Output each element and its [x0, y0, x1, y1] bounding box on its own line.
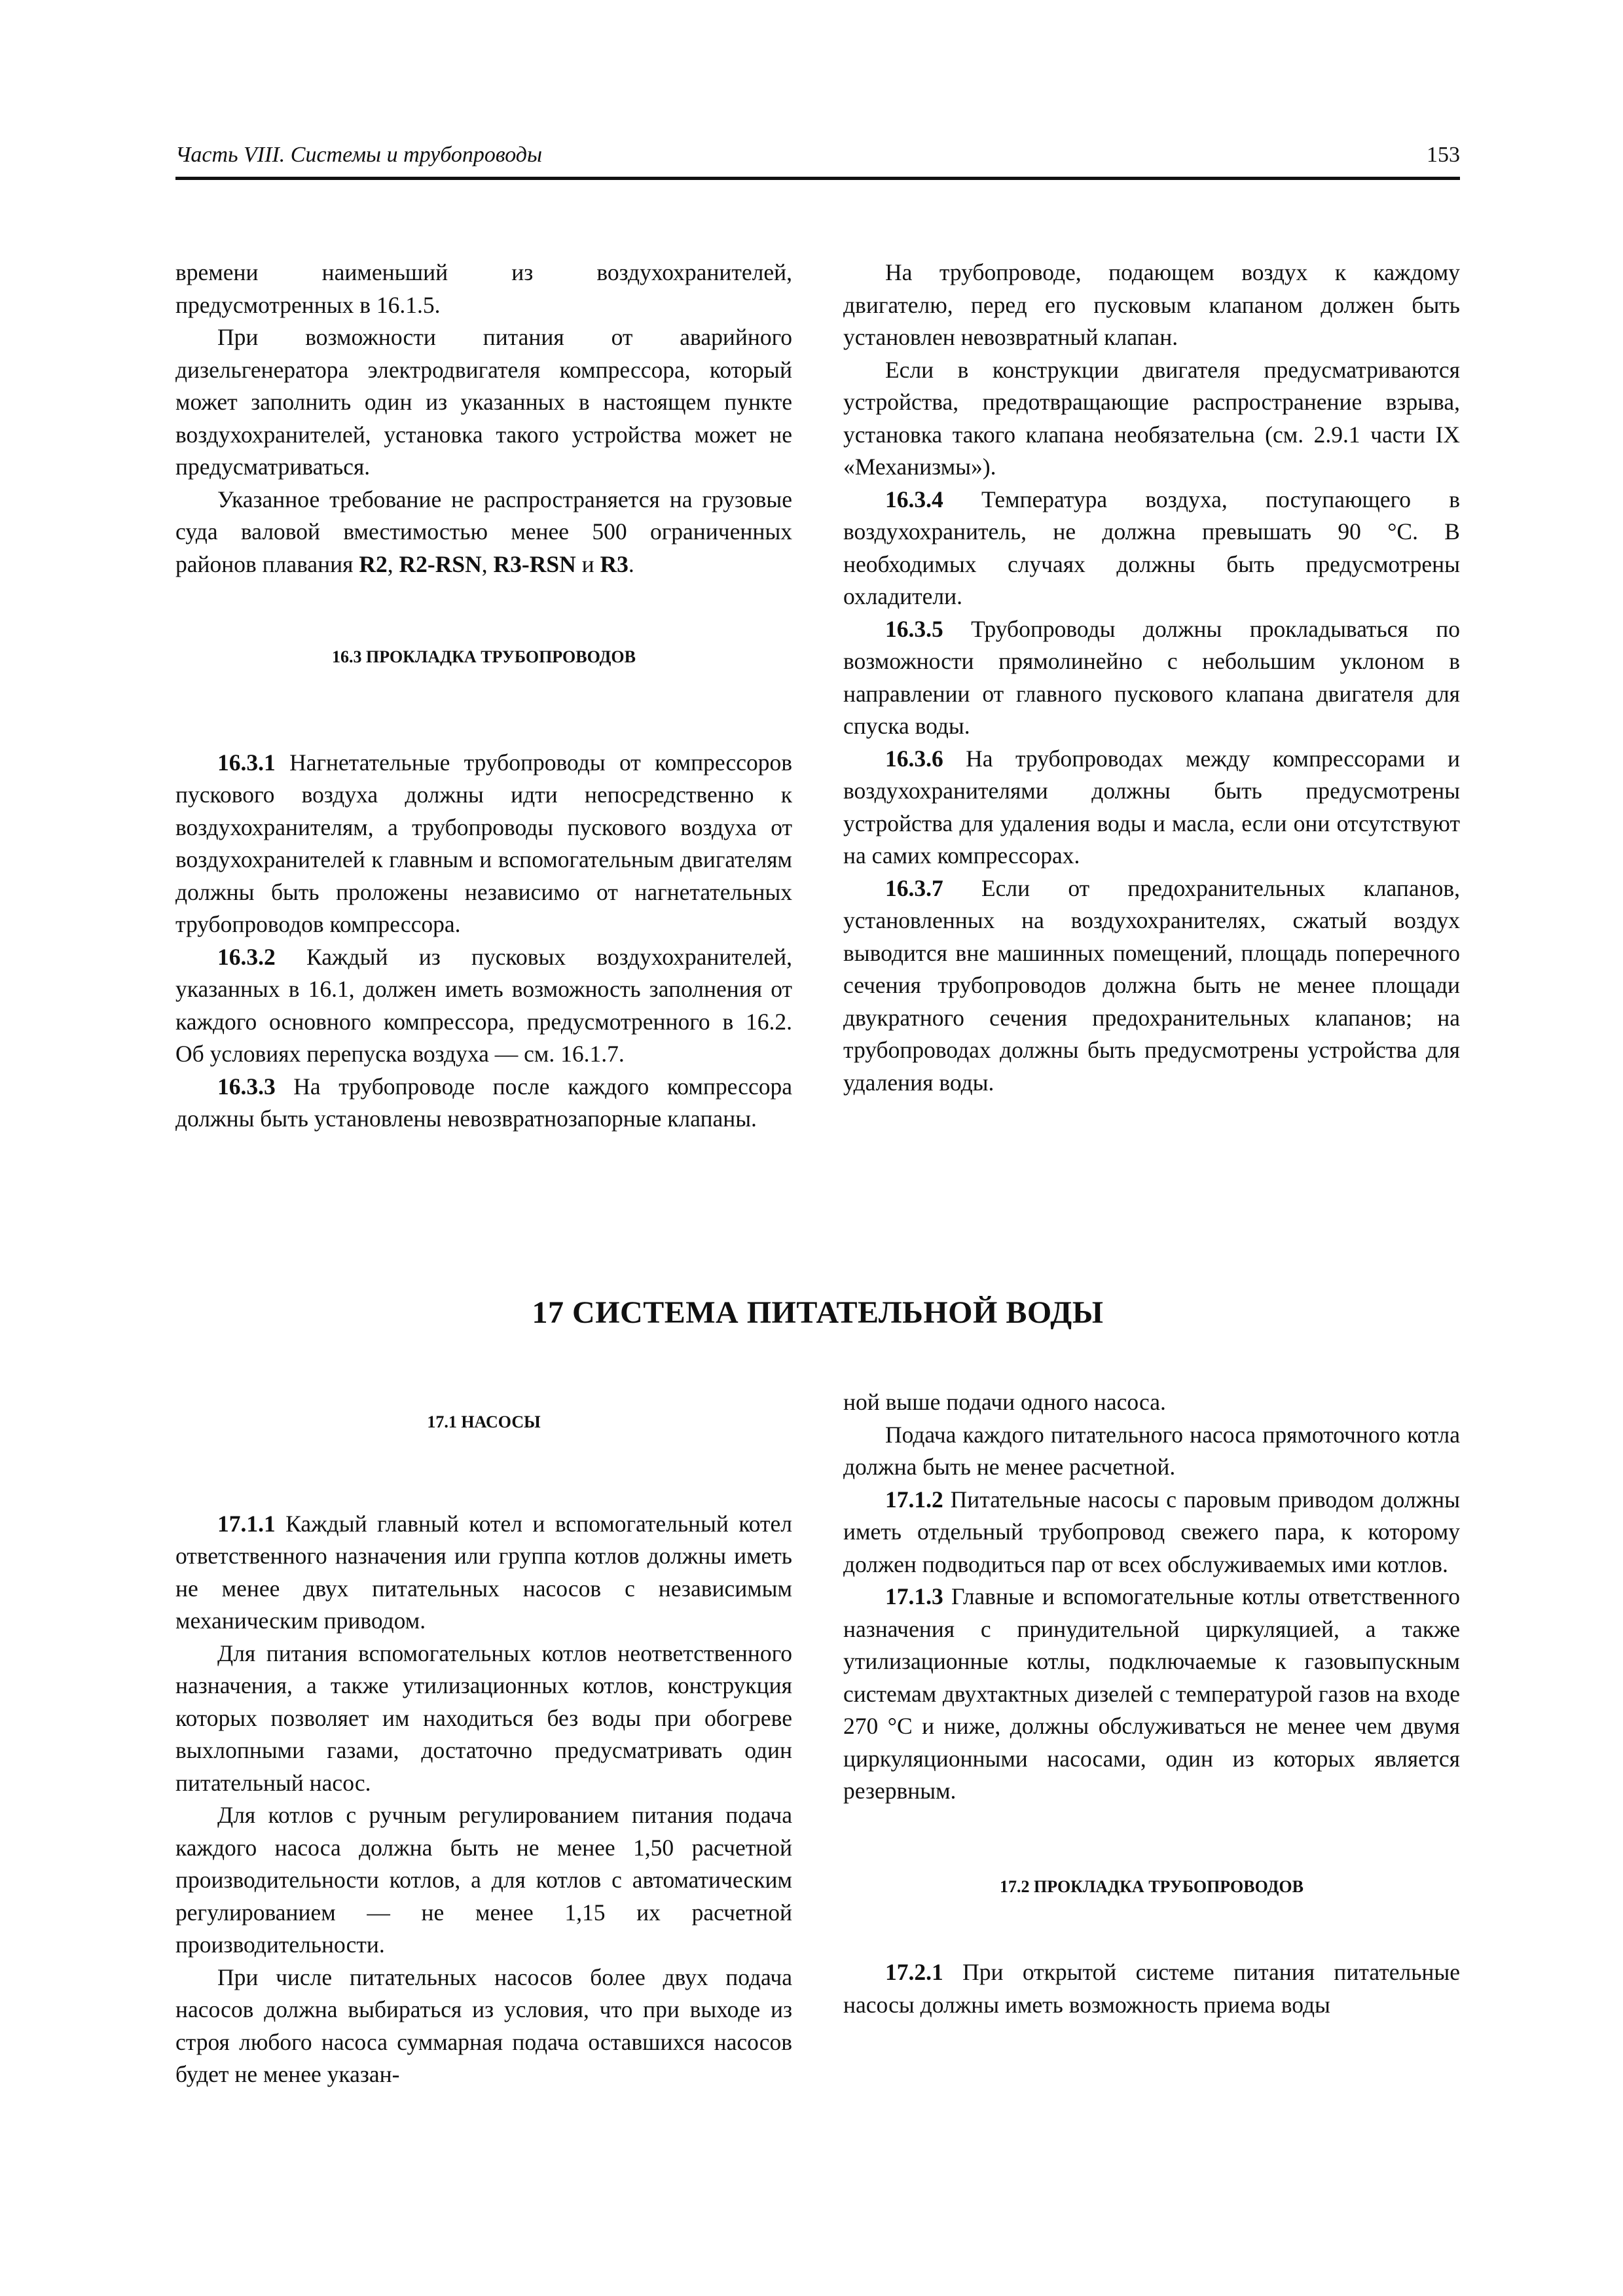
paragraph-16-3-4: 16.3.4 Температура воздуха, поступающего в воздухохранитель, не должна превышать 90 °С. В необходимых случаях должны быть предусмотрены охладители. — [843, 486, 1460, 609]
section-heading-17-2: 17.2 ПРОКЛАДКА ТРУБОПРОВОДОВ — [1000, 1876, 1304, 1896]
running-header — [175, 143, 1460, 178]
section-heading-17-1: 17.1 НАСОСЫ — [427, 1412, 541, 1431]
bottom-left-column — [175, 1406, 792, 2091]
paragraph-16-3-3: 16.3.3 На трубопроводе после каждого компрессора должны быть установлены невозвратнозапорные клапаны. — [175, 1073, 792, 1132]
paragraph: ной выше подачи одного насоса. — [843, 1389, 1166, 1415]
paragraph: При числе питательных насосов более двух подача насосов должна выбираться из условия, что при выходе из строя любого насоса суммарная подача оставшихся насосов будет не менее указан- — [175, 1964, 792, 2087]
header-rule — [175, 177, 1460, 180]
paragraph: Подача каждого питательного насоса прямоточного котла должна быть не менее расчетной. — [843, 1421, 1460, 1480]
paragraph-17-1-3: 17.1.3 Главные и вспомогательные котлы ответственного назначения с принудительной циркуляцией, а также утилизационные котлы, подключаемые к газовыпускным системам двухтактных дизелей с температурой газов на входе 270 °С и ниже, должны обслуживаться не менее чем двумя циркуляционными насосами, один из которых является резервным. — [843, 1583, 1460, 1804]
paragraph-16-3-5: 16.3.5 Трубопроводы должны прокладываться по возможности прямолинейно с небольшим уклоном в направлении от главного пускового клапана двигателя для спуска воды. — [843, 615, 1460, 739]
page-number: 153 — [1427, 143, 1460, 167]
paragraph: При возможности питания от аварийного дизельгенератора электродвигателя компрессора, который может заполнить один из указанных в настоящем пункте воздухохранителей, установка такого устройства может не предусматриваться. — [175, 324, 792, 480]
paragraph: Для питания вспомогательных котлов неответственного назначения, а также утилизационных котлов, конструкция которых позволяет им находиться без воды при обогреве выхлопными газами, достаточно предусматривать один питательный насос. — [175, 1640, 792, 1796]
paragraph: На трубопроводе, подающем воздух к каждому двигателю, перед его пусковым клапаном должен быть установлен невозвратный клапан. — [843, 259, 1460, 350]
section-heading-16-3: 16.3 ПРОКЛАДКА ТРУБОПРОВОДОВ — [332, 647, 636, 666]
chapter-title: 17 СИСТЕМА ПИТАТЕЛЬНОЙ ВОДЫ — [532, 1295, 1104, 1330]
paragraph-17-2-1: 17.2.1 При открытой системе питания питательные насосы должны иметь возможность приема воды — [843, 1959, 1460, 2018]
paragraph-17-1-1: 17.1.1 Каждый главный котел и вспомогательный котел ответственного назначения или группа котлов должны иметь не менее двух питательных насосов с независимым механическим приводом. — [175, 1510, 792, 1634]
paragraph: Для котлов с ручным регулированием питания подача каждого насоса должна быть не менее 1,50 расчетной производительности котлов, а для котлов с автоматическим регулированием — не менее 1,15 их расчетной производительности. — [175, 1802, 792, 1958]
paragraph: Если в конструкции двигателя предусматриваются устройства, предотвращающие распространение взрыва, установка такого клапана необязательна (см. 2.9.1 части IX «Механизмы»). — [843, 356, 1460, 480]
paragraph: времени наименьший из воздухохранителей, предусмотренных в 16.1.5. — [175, 259, 792, 318]
paragraph-16-3-6: 16.3.6 На трубопроводах между компрессорами и воздухохранителями должны быть предусмотрены устройства для удаления воды и масла, если они отсутствуют на самих компрессорах. — [843, 745, 1460, 869]
top-left-column — [175, 257, 792, 1136]
paragraph-16-3-7: 16.3.7 Если от предохранительных клапанов, установленных на воздухохранителях, сжатый воздух выводится вне машинных помещений, площадь поперечного сечения трубопроводов должна быть не менее площади двукратного сечения предохранительных клапанов; на трубопроводах должны быть предусмотрены устройства для удаления воды. — [843, 874, 1460, 1096]
bottom-right-column — [843, 1386, 1460, 2021]
paragraph-16-3-1: 16.3.1 Нагнетательные трубопроводы от компрессоров пускового воздуха должны идти непосредственно к воздухохранителям, а трубопроводы пускового воздуха от воздухохранителей к главным и вспомогательным двигателям должны быть проложены независимо от нагнетательных трубопроводов компрессора. — [175, 749, 792, 937]
top-right-column — [843, 257, 1460, 1099]
running-header-title: Часть VIII. Системы и трубопроводы — [175, 143, 543, 167]
paragraph-16-3-2: 16.3.2 Каждый из пусковых воздухохранителей, указанных в 16.1, должен иметь возможность заполнения от каждого основного компрессора, предусмотренного в 16.2. Об условиях перепуска воздуха — см. 16.1.7. — [175, 943, 792, 1067]
paragraph: Указанное требование не распространяется на грузовые суда валовой вместимостью менее 500 ограниченных районов плавания R2, R2-RSN, R3-RSN и R3. — [175, 486, 792, 577]
paragraph-17-1-2: 17.1.2 Питательные насосы с паровым приводом должны иметь отдельный трубопровод свежего пара, к которому должен подводиться пар от всех обслуживаемых ими котлов. — [843, 1486, 1460, 1577]
